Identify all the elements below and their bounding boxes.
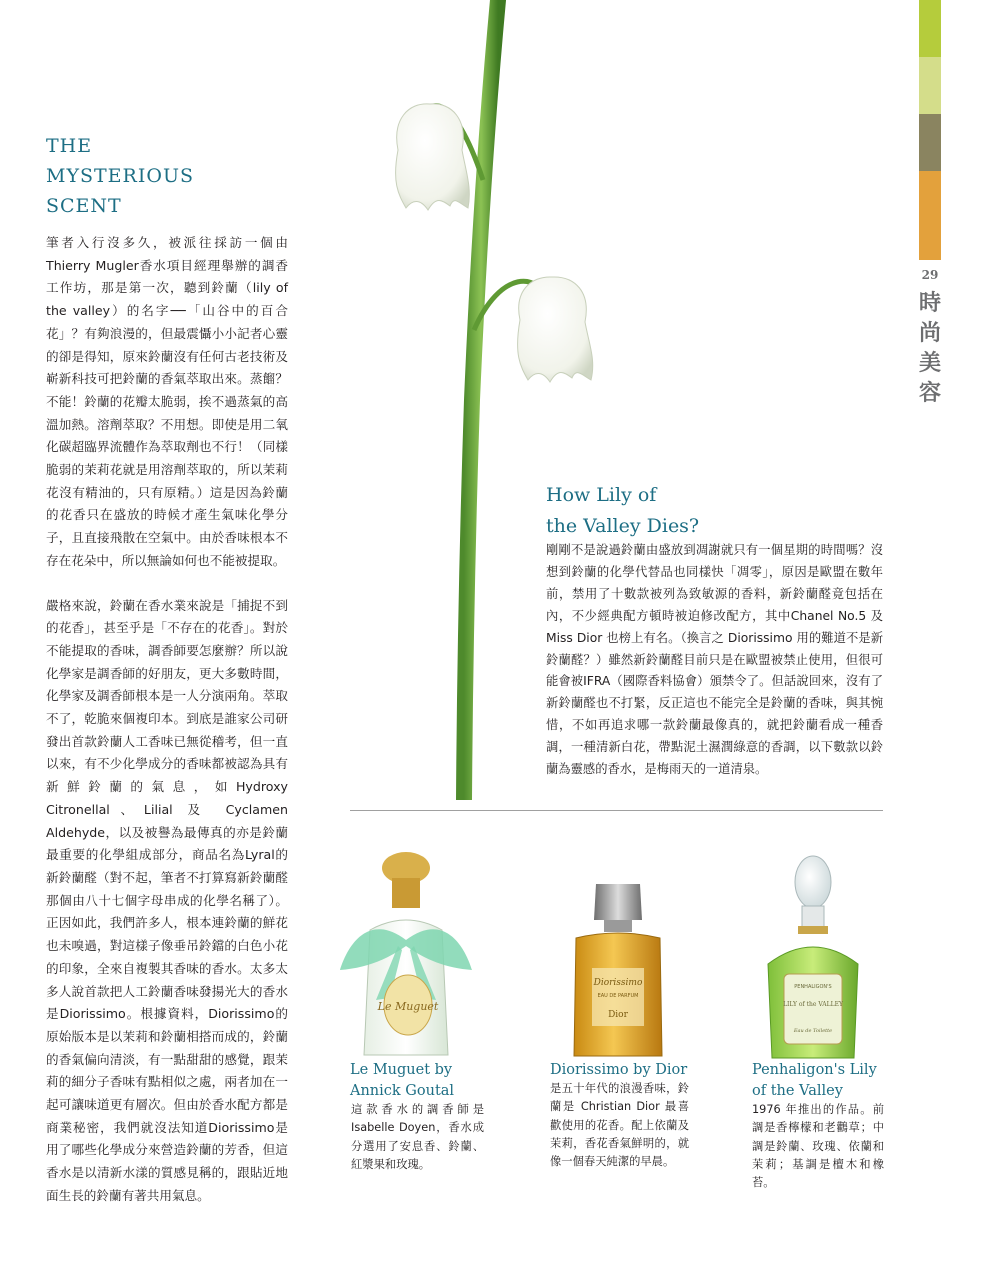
section-color-strip-4 — [919, 171, 941, 260]
product-title-line: Annick Goutal — [350, 1083, 455, 1099]
product-description-text: 這款香水的調香師是Isabelle Doyen，香水成分選用了安息香、鈴蘭、紅漿果和玫瑰。 — [351, 1103, 484, 1171]
section-color-strip-1 — [919, 0, 941, 57]
article-paragraph: 嚴格來說，鈴蘭在香水業來說是「捕捉不到的花香」，甚至乎是「不存在的花香」。對於不能提取的香味，調香師要怎麼辦？所以說化學家是調香師的好朋友，更大多數時間，化學家及調香師根本是一人分演兩角。萃取不了，乾脆來個複印本。到底是誰家公司研發出首款鈴蘭人工香味已無從稽考，但一直以來，有不少化學成分的香味都被認為具有新鮮鈴蘭的氣息，如Hydroxy Citronellal、Lilial 及 Cyclamen Aldehyde，以及被譽為最傳真的亦是鈴蘭最重要的化學組成部分，商品名為Lyral的新鈴蘭醛（對不起，筆者不打算寫新鈴蘭醛那個由八十七個字母串成的化學名稱了）。正因如此，我們許多人，根本連鈴蘭的鮮花也未嗅過，對這樣子像垂吊鈴鐺的白色小花的印象，全來自複製其香味的香水。太多太多人說首款把人工鈴蘭香味發揚光大的香水是Diorissimo。根據資料，Diorissimo的原始版本是以茉莉和鈴蘭相搭而成的，鈴蘭的香氣偏向清淡，有一點甜甜的感覺，跟茉莉的細分子香味有點相似之處，兩者加在一起可讓味道更有層次。但由於香水配方都是商業秘密，我們就沒法知道Diorissimo是用了哪些化學成分來營造鈴蘭的芳香，但這香水是以清新水漾的質感見稱的，跟貼近地面生長的鈴蘭有著共用氣息。 — [46, 597, 288, 1203]
bottle-label-top-text: PENHALIGON'S — [794, 984, 832, 990]
product-title-line: Penhaligon's Lily — [752, 1062, 877, 1078]
article-title — [46, 131, 286, 221]
product-description-text: 1976 年推出的作品。前調是香檸檬和老鸛草；中調是鈴蘭、玫瑰、依蘭和茉莉；基調是檀木和橡苔。 — [752, 1103, 884, 1190]
product-title-line: Le Muguet by — [350, 1062, 453, 1078]
product-description-text: 是五十年代的浪漫香味，鈴蘭是 Christian Dior 最喜歡使用的花香。配上依蘭及茉莉，香花香氣鮮明的，就像一個春天純潔的早晨。 — [550, 1082, 689, 1169]
article-body-right — [546, 540, 883, 781]
product-title — [550, 1060, 700, 1081]
article-title-line: MYSTERIOUS — [46, 165, 194, 187]
page-number: 29 — [921, 268, 939, 282]
section-label-char: 尚 — [919, 320, 942, 346]
le-muguet-bottle-image — [336, 850, 476, 1060]
product-description — [752, 1101, 884, 1192]
penhaligons-bottle-image — [758, 852, 868, 1060]
section-subtitle-line: How Lily of — [546, 484, 657, 506]
product-title-line: of the Valley — [752, 1083, 843, 1099]
section-label-char: 容 — [919, 380, 942, 406]
section-color-strip-3 — [919, 114, 941, 171]
bottle-sublabel-text: EAU DE PARFUM — [597, 993, 639, 999]
diorissimo-bottle-image — [568, 880, 668, 1060]
divider — [350, 810, 883, 811]
bottle-sublabel-text: Eau de Toilette — [793, 1028, 833, 1034]
section-label-char: 時 — [919, 290, 942, 316]
article-body-left — [46, 232, 288, 1230]
section-subtitle — [546, 480, 876, 542]
article-title-line: THE — [46, 135, 93, 157]
product-title — [350, 1060, 500, 1102]
product-description — [351, 1101, 484, 1174]
product-title — [752, 1060, 902, 1102]
bottle-brand-text: Dior — [608, 1010, 628, 1020]
bottle-label-text: Le Muguet — [377, 1000, 439, 1013]
article-paragraph: 筆者入行沒多久，被派往採訪一個由Thierry Mugler香水項目經理舉辦的調香工作坊，那是第一次，聽到鈴蘭（lily of the valley）的名字──「山谷中的百合花」？有夠浪漫的，但最震懾小小記者心靈的卻是得知，原來鈴蘭沒有任何古老技術及嶄新科技可把鈴蘭的香氣萃取出來。蒸餾？不能！鈴蘭的花瓣太脆弱，挨不過蒸氣的高溫加熱。溶劑萃取？不用想。即使是用二氧化碳超臨界流體作為萃取劑也不行！（同樣脆弱的茉莉花就是用溶劑萃取的，所以茉莉花沒有精油的，只有原精。）這是因為鈴蘭的花香只在盛放的時候才產生氣味化學分子，且直接飛散在空氣中。由於香味根本不存在花朵中，所以無論如何也不能被提取。 — [46, 235, 288, 568]
article-title-line: SCENT — [46, 195, 122, 217]
section-color-strip-2 — [919, 57, 941, 114]
bottle-label-text: Diorissimo — [593, 978, 643, 988]
product-description — [550, 1080, 689, 1171]
section-tag — [919, 268, 941, 408]
bottle-label-text: LILY of the VALLEY — [783, 1001, 843, 1008]
section-subtitle-line: the Valley Dies? — [546, 515, 700, 537]
article-paragraph: 剛剛不是說過鈴蘭由盛放到凋謝就只有一個星期的時間嗎？沒想到鈴蘭的化學代替品也同樣快「凋零」，原因是歐盟在數年前，禁用了十數款被列為致敏源的香料，新鈴蘭醛竟包括在內，不少經典配方頓時被迫修改配方，其中Chanel No.5 及 Miss Dior 也榜上有名。（換言之 Diorissimo 用的難道不是新鈴蘭醛？）雖然新鈴蘭醛目前只是在歐盟被禁止使用，但很可能會被IFRA（國際香料協會）頒禁令了。但話說回來，沒有了新鈴蘭醛也不打緊，反正這也不能完全是鈴蘭的香味，與其惋惜，不如再追求哪一款鈴蘭最像真的，就把鈴蘭看成一種香調，一種清新白花，帶點泥土濕潤綠意的香調，以下數款以鈴蘭為靈感的香水，是梅雨天的一道清泉。 — [546, 543, 883, 777]
section-label-char: 美 — [919, 350, 942, 376]
product-title-line: Diorissimo by Dior — [550, 1062, 688, 1078]
